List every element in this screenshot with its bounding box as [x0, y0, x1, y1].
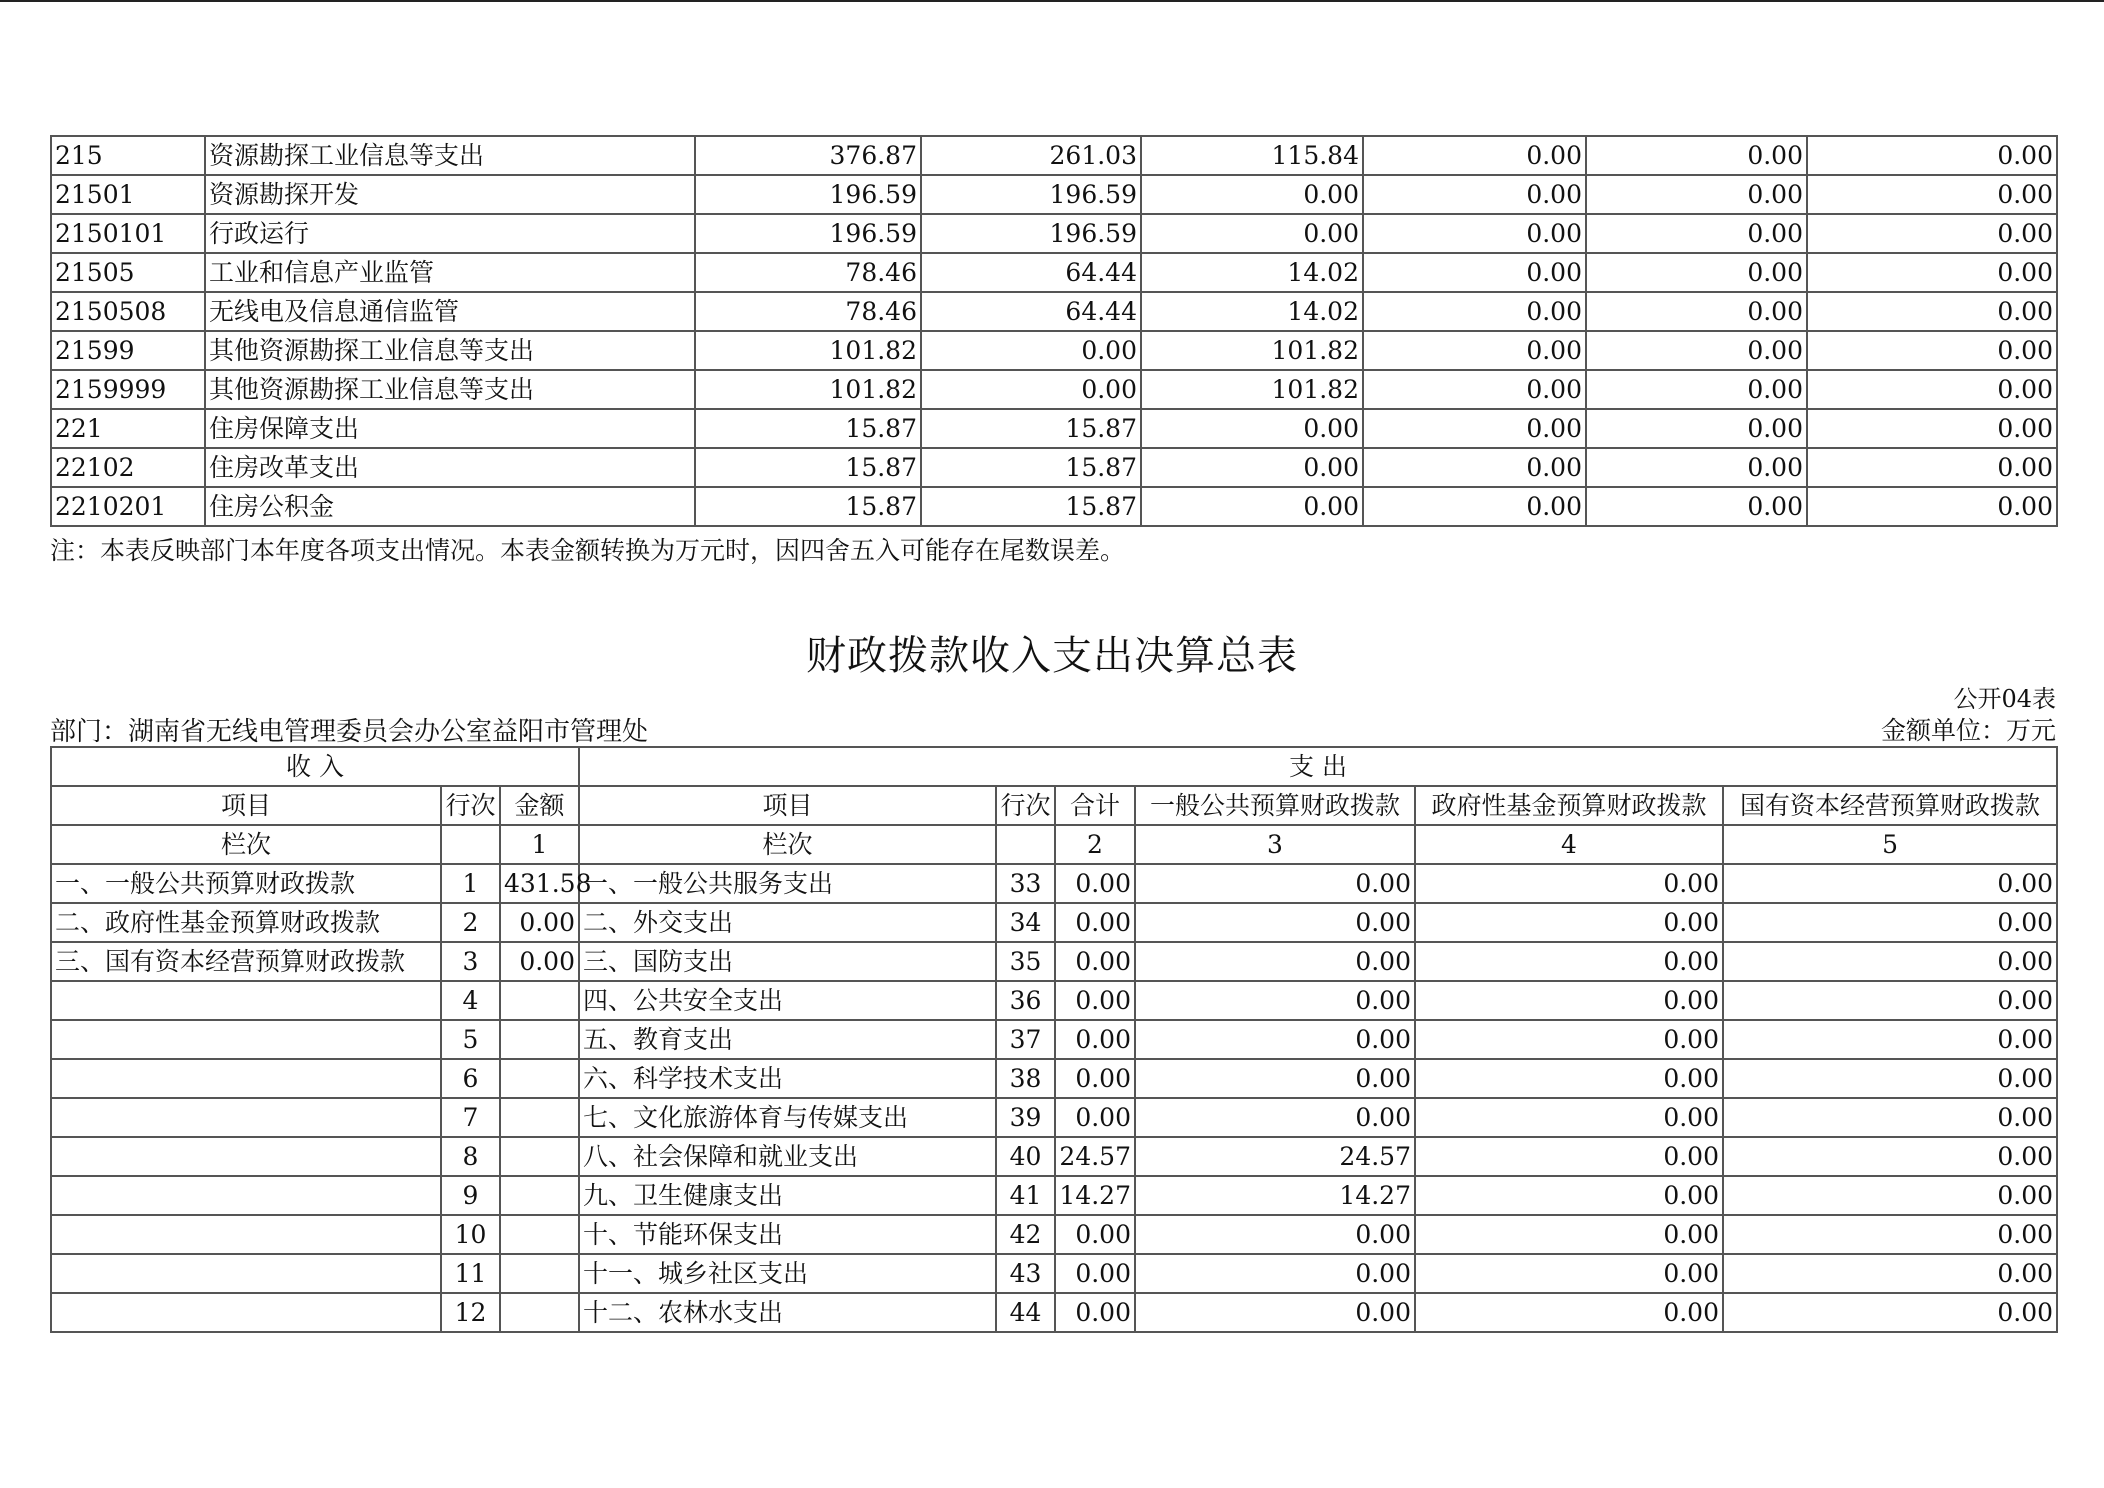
- cell-state: 0.00: [1723, 1293, 2057, 1332]
- cell-c4: 0.00: [1363, 331, 1586, 370]
- cell-in-amt: [500, 1215, 579, 1254]
- cell-c6: 0.00: [1807, 253, 2057, 292]
- cell-code: 2210201: [51, 487, 205, 526]
- cell-ex-row: 35: [996, 942, 1055, 981]
- cell-ex-item: 十一、城乡社区支出: [579, 1254, 996, 1293]
- cell-in-item: [51, 1293, 441, 1332]
- cell-name: 其他资源勘探工业信息等支出: [205, 370, 695, 409]
- cell-c2: 15.87: [921, 409, 1141, 448]
- cell-c2: 0.00: [921, 331, 1141, 370]
- cell-in-row: 12: [441, 1293, 500, 1332]
- total-col-index: 2: [1055, 825, 1135, 864]
- table-row: [51, 1176, 2057, 1215]
- cell-c1: 15.87: [695, 409, 921, 448]
- table-row: [51, 1215, 2057, 1254]
- cell-in-amt: [500, 1176, 579, 1215]
- summary-table-body: [51, 747, 2057, 1332]
- cell-c6: 0.00: [1807, 136, 2057, 175]
- cell-c3: 0.00: [1141, 487, 1363, 526]
- expense-item-header: 项目: [579, 786, 996, 825]
- cell-c4: 0.00: [1363, 448, 1586, 487]
- cell-in-row: 4: [441, 981, 500, 1020]
- column-header-row: [51, 786, 2057, 825]
- general-budget-header: 一般公共预算财政拨款: [1135, 786, 1415, 825]
- cell-in-amt: 431.58: [500, 864, 579, 903]
- cell-fund: 0.00: [1415, 1059, 1723, 1098]
- cell-c3: 0.00: [1141, 175, 1363, 214]
- cell-general: 0.00: [1135, 1215, 1415, 1254]
- cell-ex-item: 三、国防支出: [579, 942, 996, 981]
- cell-fund: 0.00: [1415, 942, 1723, 981]
- cell-in-amt: [500, 1098, 579, 1137]
- cell-name: 住房保障支出: [205, 409, 695, 448]
- cell-in-row: 8: [441, 1137, 500, 1176]
- cell-in-row: 1: [441, 864, 500, 903]
- cell-code: 215: [51, 136, 205, 175]
- cell-c6: 0.00: [1807, 175, 2057, 214]
- table-row: [51, 1137, 2057, 1176]
- cell-name: 行政运行: [205, 214, 695, 253]
- cell-general: 14.27: [1135, 1176, 1415, 1215]
- cell-state: 0.00: [1723, 1137, 2057, 1176]
- cell-c2: 64.44: [921, 253, 1141, 292]
- cell-in-amt: [500, 1293, 579, 1332]
- cell-in-item: [51, 1215, 441, 1254]
- cell-c5: 0.00: [1586, 136, 1807, 175]
- cell-c1: 376.87: [695, 136, 921, 175]
- cell-fund: 0.00: [1415, 864, 1723, 903]
- cell-in-item: [51, 1176, 441, 1215]
- cell-total: 0.00: [1055, 864, 1135, 903]
- table-row: [51, 292, 2057, 331]
- expenditure-detail-table: [50, 135, 2058, 527]
- cell-name: 资源勘探工业信息等支出: [205, 136, 695, 175]
- cell-c5: 0.00: [1586, 331, 1807, 370]
- cell-c6: 0.00: [1807, 370, 2057, 409]
- cell-c4: 0.00: [1363, 409, 1586, 448]
- cell-general: 0.00: [1135, 1098, 1415, 1137]
- cell-state: 0.00: [1723, 1176, 2057, 1215]
- department-label: 部门：湖南省无线电管理委员会办公室益阳市管理处: [50, 717, 649, 747]
- cell-ex-row: 34: [996, 903, 1055, 942]
- cell-in-amt: [500, 1254, 579, 1293]
- cell-c4: 0.00: [1363, 253, 1586, 292]
- cell-ex-item: 七、文化旅游体育与传媒支出: [579, 1098, 996, 1137]
- expenditure-detail-body: [51, 136, 2057, 526]
- cell-c6: 0.00: [1807, 331, 2057, 370]
- cell-name: 工业和信息产业监管: [205, 253, 695, 292]
- cell-fund: 0.00: [1415, 1098, 1723, 1137]
- cell-in-row: 6: [441, 1059, 500, 1098]
- cell-code: 21501: [51, 175, 205, 214]
- income-item-header: 项目: [51, 786, 441, 825]
- page-top-border: [0, 0, 2104, 2]
- cell-in-amt: 0.00: [500, 903, 579, 942]
- table-row: [51, 1020, 2057, 1059]
- cell-c1: 196.59: [695, 175, 921, 214]
- cell-in-row: 11: [441, 1254, 500, 1293]
- cell-fund: 0.00: [1415, 1137, 1723, 1176]
- cell-c3: 0.00: [1141, 448, 1363, 487]
- cell-in-item: 一、一般公共预算财政拨款: [51, 864, 441, 903]
- cell-general: 0.00: [1135, 1254, 1415, 1293]
- cell-c6: 0.00: [1807, 409, 2057, 448]
- table-row: [51, 175, 2057, 214]
- cell-ex-row: 41: [996, 1176, 1055, 1215]
- cell-general: 0.00: [1135, 1020, 1415, 1059]
- cell-c4: 0.00: [1363, 175, 1586, 214]
- cell-in-amt: 0.00: [500, 942, 579, 981]
- cell-general: 24.57: [1135, 1137, 1415, 1176]
- cell-in-amt: [500, 1059, 579, 1098]
- table-row: [51, 214, 2057, 253]
- cell-c4: 0.00: [1363, 292, 1586, 331]
- column-index-row: [51, 825, 2057, 864]
- cell-general: 0.00: [1135, 1293, 1415, 1332]
- cell-state: 0.00: [1723, 864, 2057, 903]
- cell-ex-item: 十二、农林水支出: [579, 1293, 996, 1332]
- cell-c6: 0.00: [1807, 448, 2057, 487]
- cell-ex-item: 四、公共安全支出: [579, 981, 996, 1020]
- cell-c3: 0.00: [1141, 409, 1363, 448]
- cell-state: 0.00: [1723, 1020, 2057, 1059]
- fund-col-index: 4: [1415, 825, 1723, 864]
- cell-fund: 0.00: [1415, 981, 1723, 1020]
- cell-total: 0.00: [1055, 942, 1135, 981]
- cell-in-row: 3: [441, 942, 500, 981]
- cell-code: 22102: [51, 448, 205, 487]
- cell-c1: 196.59: [695, 214, 921, 253]
- table-row: [51, 409, 2057, 448]
- table-row: [51, 448, 2057, 487]
- cell-in-item: [51, 981, 441, 1020]
- table-row: [51, 1098, 2057, 1137]
- cell-in-row: 5: [441, 1020, 500, 1059]
- cell-total: 0.00: [1055, 1254, 1135, 1293]
- fiscal-appropriation-summary-table: [50, 746, 2058, 1333]
- table-row: [51, 253, 2057, 292]
- cell-ex-item: 六、科学技术支出: [579, 1059, 996, 1098]
- cell-fund: 0.00: [1415, 1176, 1723, 1215]
- cell-fund: 0.00: [1415, 1293, 1723, 1332]
- cell-total: 0.00: [1055, 903, 1135, 942]
- expense-col-label: 栏次: [579, 825, 996, 864]
- cell-state: 0.00: [1723, 1215, 2057, 1254]
- cell-in-item: [51, 1254, 441, 1293]
- cell-code: 221: [51, 409, 205, 448]
- cell-name: 资源勘探开发: [205, 175, 695, 214]
- cell-fund: 0.00: [1415, 1020, 1723, 1059]
- cell-c4: 0.00: [1363, 136, 1586, 175]
- table-row: [51, 981, 2057, 1020]
- cell-ex-item: 十、节能环保支出: [579, 1215, 996, 1254]
- table-row: [51, 864, 2057, 903]
- cell-ex-item: 二、外交支出: [579, 903, 996, 942]
- cell-c5: 0.00: [1586, 175, 1807, 214]
- table-row: [51, 370, 2057, 409]
- cell-c6: 0.00: [1807, 292, 2057, 331]
- cell-c1: 15.87: [695, 448, 921, 487]
- income-col-label: 栏次: [51, 825, 441, 864]
- cell-in-amt: [500, 1137, 579, 1176]
- table-row: [51, 1254, 2057, 1293]
- cell-c6: 0.00: [1807, 214, 2057, 253]
- cell-in-item: [51, 1098, 441, 1137]
- cell-ex-item: 八、社会保障和就业支出: [579, 1137, 996, 1176]
- cell-general: 0.00: [1135, 1059, 1415, 1098]
- form-number: 公开04表: [1953, 685, 2056, 713]
- cell-state: 0.00: [1723, 1059, 2057, 1098]
- cell-c1: 101.82: [695, 331, 921, 370]
- cell-general: 0.00: [1135, 903, 1415, 942]
- income-amount-header: 金额: [500, 786, 579, 825]
- cell-state: 0.00: [1723, 981, 2057, 1020]
- table-row: [51, 487, 2057, 526]
- page-title: 财政拨款收入支出决算总表: [806, 633, 1298, 679]
- cell-ex-row: 40: [996, 1137, 1055, 1176]
- income-row-col-index: [441, 825, 500, 864]
- cell-ex-row: 33: [996, 864, 1055, 903]
- cell-general: 0.00: [1135, 864, 1415, 903]
- cell-total: 0.00: [1055, 1293, 1135, 1332]
- cell-in-row: 10: [441, 1215, 500, 1254]
- cell-code: 2150508: [51, 292, 205, 331]
- cell-c2: 196.59: [921, 175, 1141, 214]
- cell-fund: 0.00: [1415, 1254, 1723, 1293]
- table-row: [51, 903, 2057, 942]
- cell-name: 其他资源勘探工业信息等支出: [205, 331, 695, 370]
- cell-in-item: [51, 1020, 441, 1059]
- cell-total: 14.27: [1055, 1176, 1135, 1215]
- cell-name: 无线电及信息通信监管: [205, 292, 695, 331]
- cell-c2: 261.03: [921, 136, 1141, 175]
- cell-c3: 115.84: [1141, 136, 1363, 175]
- state-capital-header: 国有资本经营预算财政拨款: [1723, 786, 2057, 825]
- cell-c1: 15.87: [695, 487, 921, 526]
- cell-total: 0.00: [1055, 1059, 1135, 1098]
- cell-ex-row: 38: [996, 1059, 1055, 1098]
- general-col-index: 3: [1135, 825, 1415, 864]
- cell-in-row: 2: [441, 903, 500, 942]
- expense-section-header: 支 出: [579, 747, 2057, 786]
- cell-state: 0.00: [1723, 1098, 2057, 1137]
- state-col-index: 5: [1723, 825, 2057, 864]
- cell-c5: 0.00: [1586, 448, 1807, 487]
- cell-c2: 15.87: [921, 487, 1141, 526]
- cell-c4: 0.00: [1363, 214, 1586, 253]
- cell-fund: 0.00: [1415, 903, 1723, 942]
- cell-c2: 196.59: [921, 214, 1141, 253]
- gov-fund-header: 政府性基金预算财政拨款: [1415, 786, 1723, 825]
- cell-in-row: 9: [441, 1176, 500, 1215]
- cell-c2: 64.44: [921, 292, 1141, 331]
- cell-total: 0.00: [1055, 981, 1135, 1020]
- cell-ex-item: 一、一般公共服务支出: [579, 864, 996, 903]
- cell-state: 0.00: [1723, 942, 2057, 981]
- cell-name: 住房公积金: [205, 487, 695, 526]
- cell-fund: 0.00: [1415, 1215, 1723, 1254]
- cell-c5: 0.00: [1586, 253, 1807, 292]
- cell-code: 21505: [51, 253, 205, 292]
- amount-unit-label: 金额单位：万元: [1880, 716, 2056, 745]
- table-row: [51, 331, 2057, 370]
- cell-ex-row: 42: [996, 1215, 1055, 1254]
- cell-c1: 78.46: [695, 253, 921, 292]
- section-header-row: [51, 747, 2057, 786]
- table-row: [51, 136, 2057, 175]
- cell-name: 住房改革支出: [205, 448, 695, 487]
- cell-ex-row: 39: [996, 1098, 1055, 1137]
- cell-ex-row: 44: [996, 1293, 1055, 1332]
- cell-c3: 14.02: [1141, 292, 1363, 331]
- cell-c4: 0.00: [1363, 370, 1586, 409]
- cell-ex-item: 五、教育支出: [579, 1020, 996, 1059]
- income-section-header: 收 入: [51, 747, 579, 786]
- expense-row-no-header: 行次: [996, 786, 1055, 825]
- cell-c5: 0.00: [1586, 409, 1807, 448]
- cell-c5: 0.00: [1586, 214, 1807, 253]
- cell-c3: 14.02: [1141, 253, 1363, 292]
- cell-general: 0.00: [1135, 942, 1415, 981]
- cell-c6: 0.00: [1807, 487, 2057, 526]
- income-amount-col-index: 1: [500, 825, 579, 864]
- table-row: [51, 1059, 2057, 1098]
- cell-c1: 78.46: [695, 292, 921, 331]
- cell-c3: 0.00: [1141, 214, 1363, 253]
- cell-c2: 0.00: [921, 370, 1141, 409]
- table-row: [51, 942, 2057, 981]
- cell-code: 2150101: [51, 214, 205, 253]
- cell-in-row: 7: [441, 1098, 500, 1137]
- cell-state: 0.00: [1723, 903, 2057, 942]
- table-row: [51, 1293, 2057, 1332]
- cell-total: 0.00: [1055, 1215, 1135, 1254]
- cell-code: 2159999: [51, 370, 205, 409]
- cell-total: 0.00: [1055, 1098, 1135, 1137]
- total-header: 合计: [1055, 786, 1135, 825]
- cell-in-item: 三、国有资本经营预算财政拨款: [51, 942, 441, 981]
- cell-in-amt: [500, 1020, 579, 1059]
- cell-state: 0.00: [1723, 1254, 2057, 1293]
- cell-c1: 101.82: [695, 370, 921, 409]
- cell-general: 0.00: [1135, 981, 1415, 1020]
- cell-c5: 0.00: [1586, 487, 1807, 526]
- cell-c3: 101.82: [1141, 331, 1363, 370]
- cell-c2: 15.87: [921, 448, 1141, 487]
- cell-total: 0.00: [1055, 1020, 1135, 1059]
- cell-c3: 101.82: [1141, 370, 1363, 409]
- cell-c5: 0.00: [1586, 370, 1807, 409]
- cell-c5: 0.00: [1586, 292, 1807, 331]
- cell-ex-row: 37: [996, 1020, 1055, 1059]
- cell-ex-item: 九、卫生健康支出: [579, 1176, 996, 1215]
- income-row-no-header: 行次: [441, 786, 500, 825]
- cell-in-item: [51, 1059, 441, 1098]
- cell-in-amt: [500, 981, 579, 1020]
- cell-ex-row: 43: [996, 1254, 1055, 1293]
- cell-ex-row: 36: [996, 981, 1055, 1020]
- cell-c4: 0.00: [1363, 487, 1586, 526]
- cell-in-item: [51, 1137, 441, 1176]
- table-note: 注：本表反映部门本年度各项支出情况。本表金额转换为万元时，因四舍五入可能存在尾数误差。: [50, 536, 1126, 565]
- cell-code: 21599: [51, 331, 205, 370]
- cell-total: 24.57: [1055, 1137, 1135, 1176]
- expense-row-col-index: [996, 825, 1055, 864]
- cell-in-item: 二、政府性基金预算财政拨款: [51, 903, 441, 942]
